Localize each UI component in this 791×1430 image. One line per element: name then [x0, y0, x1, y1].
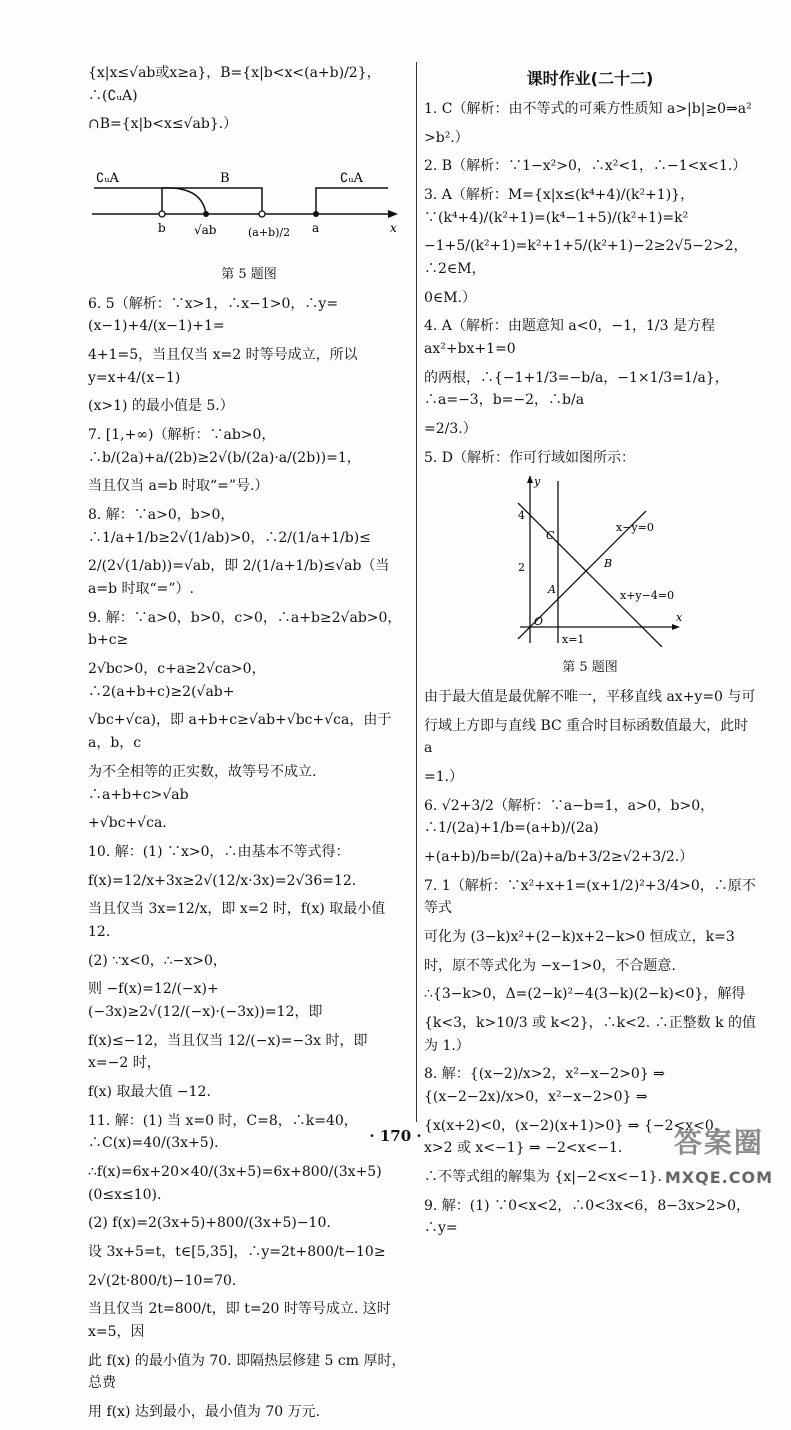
b-bracket	[162, 188, 262, 214]
text-line: 4+1=5，当且仅当 x=2 时等号成立，所以 y=x+4/(x−1)	[88, 347, 358, 386]
label-cua-right: ∁ᵤA	[340, 171, 363, 187]
y-axis-arrow	[527, 475, 533, 483]
text-line: {x(x+2)<0，(x−2)(x+1)>0} ⇒ {−2<x<0，x>2 或 x<−1} ⇒ −2<x<−1.	[424, 1117, 728, 1157]
text-line: 6. 5（解析：∵x>1，∴x−1>0，∴y=(x−1)+4/(x−1)+1=	[88, 295, 339, 335]
text-line: (2) f(x)=2(3x+5)+800/(3x+5)−10.	[88, 1215, 331, 1232]
label-x-minus-y: x−y=0	[616, 521, 654, 535]
text-line: 0∈M.）	[424, 289, 477, 306]
origin-label: O	[534, 615, 544, 629]
text-line: 当且仅当 2t=800/t，即 t=20 时等号成立. 这时 x=5，因	[88, 1301, 391, 1340]
text-line: =2/3.）	[424, 420, 477, 437]
text-line: −1+5/(k²+1)=k²+1+5/(k²+1)−2≥2√5−2>2，∴2∈M，	[424, 238, 748, 277]
text-line: 9. 解：(1) ∵0<x<2，∴0<3x<6，8−3x>2>0，∴y=	[424, 1197, 751, 1237]
right-column	[424, 62, 756, 1246]
point-label-c: C	[546, 529, 555, 543]
axis-label-x: x	[676, 611, 683, 625]
tick-label-4: 4	[518, 509, 525, 523]
text-line: 2√(2t·800/t)−10=70.	[88, 1272, 237, 1289]
text-line: {x|x≤√ab或x≥a}，B={x|b<x<(a+b)/2}，∴(∁ᵤA)	[88, 65, 381, 104]
text-line: ∴{3−k>0，Δ=(2−k)²−4(3−k)(2−k)<0}，解得	[424, 986, 746, 1003]
text-line: (2) ∵x<0，∴−x>0，	[88, 952, 227, 969]
text-line: ∴f(x)=6x+20×40/(3x+5)=6x+800/(3x+5) (0≤x≤10).	[88, 1163, 382, 1203]
point-label-a: A	[548, 583, 556, 597]
axis-label-x: x	[390, 221, 397, 236]
axis-arrow	[388, 210, 398, 218]
label-cua-left: ∁ᵤA	[96, 171, 119, 187]
text-line: 设 3x+5=t，t∈[5,35]，∴y=2t+800/t−10≥	[88, 1243, 386, 1260]
text-line: 当且仅当 a=b 时取“=”号.）	[88, 478, 269, 495]
axis-label-y: y	[534, 475, 541, 489]
feasible-region-svg	[490, 475, 690, 647]
point-a	[313, 211, 319, 217]
text-line: ∩B={x|b<x≤√ab}.）	[88, 116, 238, 133]
tick-label-sqrt-ab: √ab	[194, 223, 217, 238]
label-x-plus-y: x+y−4=0	[620, 589, 675, 603]
point-mid	[259, 211, 265, 217]
text-line: 2. B（解析：∵1−x²>0，∴x²<1，∴−1<x<1.）	[424, 158, 747, 175]
number-line-svg	[88, 142, 410, 254]
text-line: >b².）	[424, 129, 469, 146]
text-line: 4. A（解析：由题意知 a<0，−1，1/3 是方程 ax²+bx+1=0	[424, 318, 715, 357]
tick-label-2: 2	[518, 561, 525, 575]
text-line: 行域上方即与直线 BC 重合时目标函数值最大，此时 a	[424, 717, 749, 757]
text-line: 此 f(x) 的最小值为 70. 即隔热层修建 5 cm 厚时，总费	[88, 1352, 406, 1392]
watermark-url: MXQE.COM	[664, 1168, 773, 1188]
feasible-region-figure	[424, 475, 756, 678]
tick-label-a: a	[312, 221, 320, 236]
figure-caption: 第 5 题图	[221, 266, 277, 282]
text-line: 11. 解：(1) 当 x=0 时，C=8，∴k=40，∴C(x)=40/(3x+5).	[88, 1112, 358, 1152]
text-line: 则 −f(x)=12/(−x)+(−3x)≥2√(12/(−x)·(−3x))=12，即	[88, 981, 323, 1020]
text-line: 由于最大值是最优解不唯一，平移直线 ax+y=0 与可	[424, 689, 756, 706]
text-line: (x>1) 的最小值是 5.）	[88, 398, 234, 415]
cua-left-bracket	[94, 188, 162, 214]
text-line: ∴不等式组的解集为 {x|−2<x<−1}.	[424, 1169, 662, 1186]
label-x-equals-1: x=1	[562, 633, 585, 647]
text-line: 8. 解：∵a>0，b>0，∴1/a+1/b≥2√(1/ab)>0，∴2/(1/a+1/b)≤	[88, 507, 371, 546]
text-line: 6. √2+3/2（解析：∵a−b=1，a>0，b>0，∴1/(2a)+1/b=(a+b)/(2a)	[424, 797, 715, 837]
text-line: 2√bc>0，c+a≥2√ca>0，∴2(a+b+c)≥2(√ab+	[88, 661, 266, 700]
point-sqrt-ab	[203, 211, 209, 217]
label-b-set: B	[220, 171, 230, 187]
text-line: 可化为 (3−k)x²+(2−k)x+2−k>0 恒成立，k=3	[424, 929, 735, 946]
intersection-arc	[162, 188, 206, 214]
number-line-figure	[88, 142, 410, 285]
text-line: 8. 解：{(x−2)/x>2，x²−x−2>0} ⇒ {(x−2−2x)/x>0，x²−x−2>0} ⇒	[424, 1066, 665, 1106]
text-line: 2/(2√(1/ab))=√ab，即 2/(1/a+1/b)≤√ab（当 a=b 时取“=”）.	[88, 558, 390, 598]
watermark-logo	[665, 1120, 773, 1191]
text-line: 时，原不等式化为 −x−1>0，不合题意.	[424, 957, 676, 974]
text-line: 7. [1,+∞)（解析：∵ab>0，∴b/(2a)+a/(2b)≥2√(b/(2a)·a/(2b))=1，	[88, 427, 361, 466]
tick-label-b: b	[158, 221, 166, 236]
text-line: 7. 1（解析：∵x²+x+1=(x+1/2)²+3/4>0，∴原不等式	[424, 877, 756, 917]
text-line: 的两根，∴{−1+1/3=−b/a，−1×1/3=1/a}，∴a=−3，b=−2，∴b/a	[424, 369, 729, 409]
text-line: 5. D（解析：作可行域如图所示：	[424, 449, 636, 466]
page-number: · 170 ·	[369, 1127, 422, 1145]
text-line: 用 f(x) 达到最小，最小值为 70 万元.	[88, 1403, 321, 1420]
section-heading: 课时作业(二十二)	[526, 69, 654, 88]
tick-label-mid: (a+b)/2	[248, 226, 291, 240]
text-line: f(x)≤−12，当且仅当 12/(−x)=−3x 时，即 x=−2 时，	[88, 1032, 368, 1072]
point-b	[159, 211, 165, 217]
text-line: 为不全相等的正实数，故等号不成立. ∴a+b+c>√ab	[88, 763, 317, 803]
text-line: 1. C（解析：由不等式的可乘方性质知 a>|b|≥0⇒a²	[424, 100, 752, 117]
text-line: 当且仅当 3x=12/x，即 x=2 时，f(x) 取最小值 12.	[88, 901, 386, 940]
x-axis-arrow	[672, 624, 680, 630]
text-line: +(a+b)/b=b/(2a)+a/b+3/2≥√2+3/2.）	[424, 849, 694, 866]
figure-caption: 第 5 题图	[562, 659, 618, 675]
point-label-b: B	[604, 557, 613, 571]
text-line: 9. 解：∵a>0，b>0，c>0，∴a+b≥2√ab>0，b+c≥	[88, 609, 402, 649]
text-line: 10. 解：(1) ∵x>0，∴由基本不等式得：	[88, 843, 350, 860]
watermark-text: 答案圈	[673, 1126, 764, 1159]
text-line: √bc+√ca)，即 a+b+c≥√ab+√bc+√ca，由于 a，b，c	[88, 712, 392, 752]
cua-right-bracket	[316, 188, 388, 214]
text-line: {k<3，k>10/3 或 k<2}，∴k<2. ∴正整数 k 的值为 1.）	[424, 1015, 757, 1054]
text-line: f(x)=12/x+3x≥2√(12/x·3x)=2√36=12.	[88, 872, 357, 889]
left-column	[88, 62, 410, 1430]
text-line: 3. A（解析：M={x|x≤(k⁴+4)/(k²+1)}，∵(k⁴+4)/(k²+1)=(k⁴−1+5)/(k²+1)=k²	[424, 186, 695, 226]
text-line: =1.）	[424, 769, 464, 786]
text-line: f(x) 取最大值 −12.	[88, 1083, 211, 1100]
text-line: +√bc+√ca.	[88, 815, 167, 832]
column-divider	[416, 62, 417, 1122]
